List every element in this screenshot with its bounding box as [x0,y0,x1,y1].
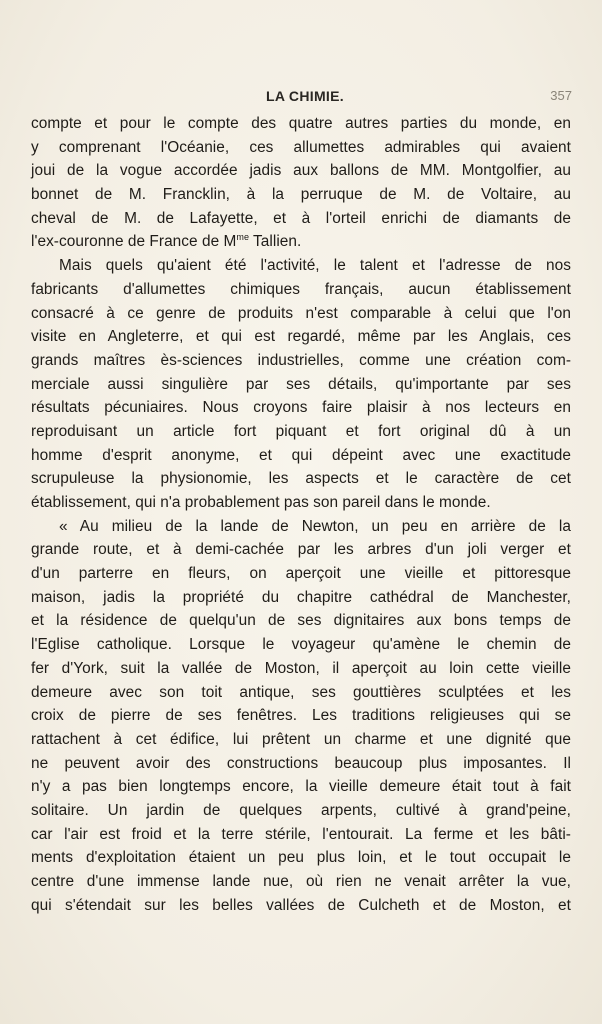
text-line: car l'air est froid et la terre stérile, l'entourait. La ferme et les bâti- [31,825,571,843]
text-line: homme d'esprit anonyme, et qui dépeint avec une exactitude [31,446,571,464]
text-line: bonnet de M. Francklin, à la perruque de M. de Voltaire, au [31,186,571,204]
text-line: merciale aussi singulière par ses détails, qu'importante par ses [31,375,571,393]
text-line: cheval de M. de Lafayette, et à l'orteil enrichi de diamants de [31,209,571,227]
text-line: grands maîtres ès-sciences industrielles, comme une création com- [31,351,571,369]
text-line: compte et pour le compte des quatre autres parties du monde, en [31,115,571,132]
text-line: centre d'une immense lande nue, où rien ne venait arrêter la vue, [31,873,571,890]
text-line: l'Eglise catholique. Lorsque le voyageur qu'amène le chemin de [31,636,571,654]
text-line [31,230,571,254]
text-line: consacré à ce genre de produits n'est comparable à celui que l'on [31,304,571,322]
text-line: y comprenant l'Océanie, ces allumettes admirables qui avaient [31,138,571,156]
text-line: qui s'étendait sur les belles vallées de Culcheth et de Moston, et [31,896,571,914]
text-line: scrupuleuse la physionomie, les aspects et le caractère de cet [31,470,571,488]
text-line: ments d'exploitation étaient un peu plus loin, et le tout occupait le [31,849,571,867]
text-line: établissement, qui n'a probablement pas son pareil dans le monde. [31,494,491,511]
text-line: et la résidence de quelqu'un de ses dignitaires aux bons temps de [31,612,571,630]
text-line: reproduisant un article fort piquant et fort original dû à un [31,422,571,440]
text-line: Mais quels qu'aient été l'activité, le talent et l'adresse de nos [59,257,571,275]
text-line: grande route, et à demi-cachée par les arbres d'un joli verger et [31,541,571,559]
text-line: d'un parterre en fleurs, on aperçoit une vieille et pittoresque [31,565,571,583]
text-line: résultats pécuniaires. Nous croyons faire plaisir à nos lecteurs en [31,399,571,417]
text-line: croix de pierre de ses fenêtres. Les traditions religieuses qui se [31,707,571,725]
text-line: « Au milieu de la lande de Newton, un peu en arrière de la [59,517,571,535]
text-line: ne peuvent avoir des constructions beaucoup plus imposantes. Il [31,754,571,772]
text-line: visite en Angleterre, et qui est regardé, même par les Anglais, ces [31,328,571,346]
text-line: demeure avec son toit antique, ses gouttières sculptées et les [31,683,571,701]
text-line: fer d'York, suit la vallée de Moston, il aperçoit au loin cette vieille [31,659,571,677]
text-fragment: l'ex-couronne de France de M [31,233,237,251]
running-title: LA CHIMIE. [266,88,344,104]
text-line: rattachent à cet édifice, lui prêtent un charme et une dignité que [31,730,571,748]
text-fragment: Tallien. [249,233,302,251]
superscript: me [236,232,249,243]
text-line: fabricants d'allumettes chimiques français, aucun établissement [31,280,571,298]
body-text [31,112,571,917]
text-line: solitaire. Un jardin de quelques arpents, cultivé à grand'peine, [31,801,571,819]
text-line: joui de la vogue accordée jadis aux ballons de MM. Montgolfier, au [31,162,571,180]
running-head [0,86,602,108]
text-line: n'y a pas bien longtemps encore, la vieille demeure était tout à fait [31,778,571,796]
text-line: maison, jadis la propriété du chapitre cathédral de Manchester, [31,588,571,606]
page-number: 357 [550,88,572,103]
